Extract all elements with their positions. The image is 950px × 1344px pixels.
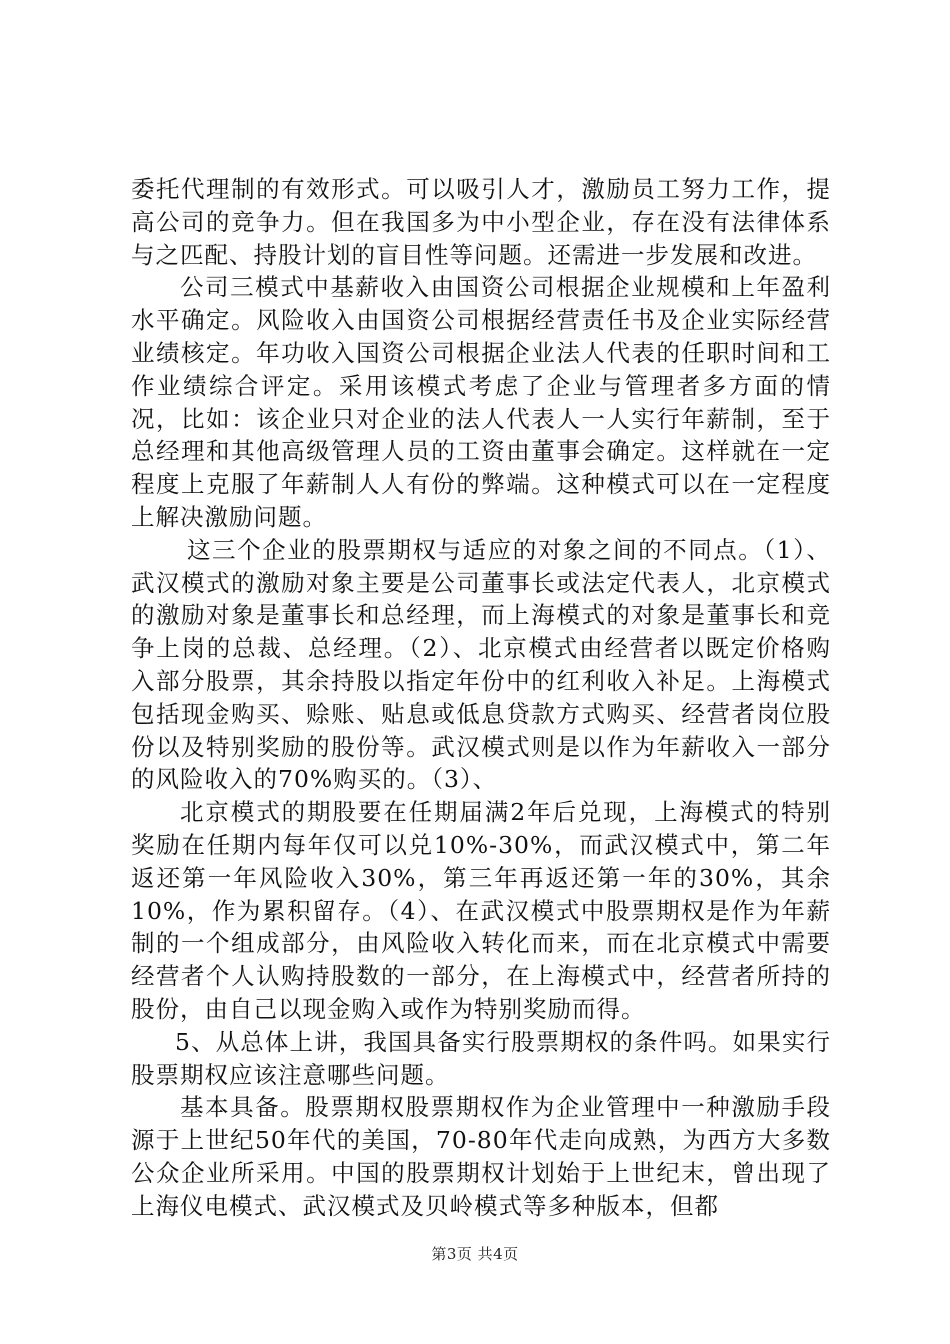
- paragraph-6: 基本具备。股票期权股票期权作为企业管理中一种激励手段源于上世纪50年代的美国，70-80年代走向成熟，为西方大多数公众企业所采用。中国的股票期权计划始于上世纪末，曾出现了上海仪电模式、武汉模式及贝岭模式等多种版本，但都: [131, 1093, 831, 1220]
- paragraph-2: 公司三模式中基薪收入由国资公司根据企业规模和上年盈利水平确定。风险收入由国资公司根据经营责任书及企业实际经营业绩核定。年功收入国资公司根据企业法人代表的任职时间和工作业绩综合评定。采用该模式考虑了企业与管理者多方面的情况，比如：该企业只对企业的法人代表人一人实行年薪制，至于总经理和其他高级管理人员的工资由董事会确定。这样就在一定程度上克服了年薪制人人有份的弊端。这种模式可以在一定程度上解决激励问题。: [131, 273, 831, 531]
- paragraph-4: 北京模式的期股要在任期届满2年后兑现，上海模式的特别奖励在任期内每年仅可以兑10%-30%，而武汉模式中，第二年返还第一年风险收入30%，第三年再返还第一年的30%，其余10%，作为累积留存。（4）、在武汉模式中股票期权是作为年薪制的一个组成部分，由风险收入转化而来，而在北京模式中需要经营者个人认购持股数的一部分，在上海模式中，经营者所持的股份，由自己以现金购入或作为特别奖励而得。: [131, 798, 831, 1023]
- page-number-footer: 第3页 共4页: [431, 1245, 519, 1263]
- document-body: [131, 173, 831, 1223]
- paragraph-1: 委托代理制的有效形式。可以吸引人才，激励员工努力工作，提高公司的竞争力。但在我国多为中小型企业，存在没有法律体系与之匹配、持股计划的盲目性等问题。还需进一步发展和改进。: [131, 175, 831, 269]
- paragraph-3: 这三个企业的股票期权与适应的对象之间的不同点。（1）、武汉模式的激励对象主要是公司董事长或法定代表人，北京模式的激励对象是董事长和总经理，而上海模式的对象是董事长和竞争上岗的总裁、总经理。（2）、北京模式由经营者以既定价格购入部分股票，其余持股以指定年份中的红利收入补足。上海模式包括现金购买、赊账、贴息或低息贷款方式购买、经营者岗位股份以及特别奖励的股份等。武汉模式则是以作为年薪收入一部分的风险收入的70%购买的。（3）、: [131, 535, 831, 794]
- paragraph-5: 5、从总体上讲，我国具备实行股票期权的条件吗。如果实行股票期权应该注意哪些问题。: [131, 1027, 831, 1089]
